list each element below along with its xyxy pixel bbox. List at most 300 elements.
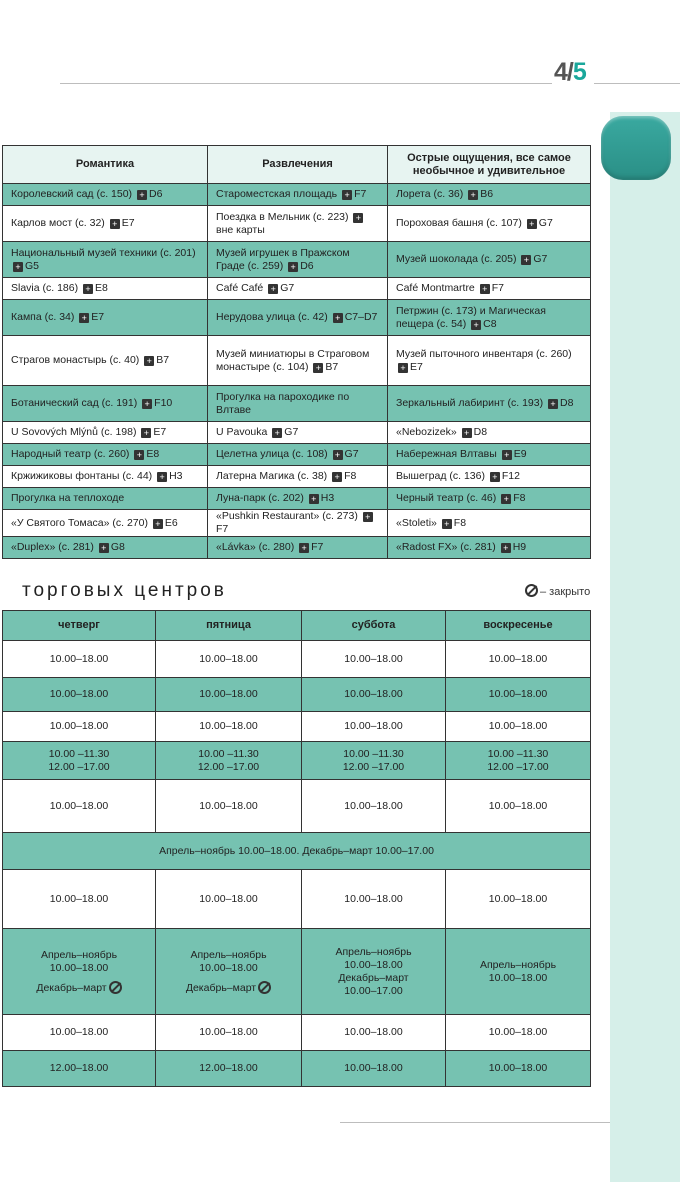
hours-line: [456, 653, 580, 666]
attraction-cell: [208, 537, 388, 559]
hours-line: [312, 946, 435, 959]
hours-line: [166, 748, 291, 761]
hours-line: [456, 972, 580, 985]
hours-cell: [446, 641, 591, 678]
attraction-name: U Sovových Mlýnů (с. 198): [11, 426, 137, 438]
header-rule: [60, 83, 552, 84]
attraction-row: [3, 466, 591, 488]
hours-cell: [302, 712, 446, 742]
map-reference: F12: [501, 470, 520, 482]
attraction-name: Набережная Влтавы: [396, 448, 497, 460]
hours-text: 10.00 –11.30: [487, 747, 549, 760]
attraction-name: Нерудова улица (с. 42): [216, 311, 328, 323]
attraction-row: [3, 510, 591, 537]
hours-cell: [3, 641, 156, 678]
attraction-row: [3, 386, 591, 422]
col-header-thursday: четверг: [3, 611, 156, 641]
hours-cell: [3, 870, 156, 929]
hours-cell: [3, 742, 156, 780]
hours-cell: [156, 742, 302, 780]
attraction-name: Поездка в Мельник (с. 223): [216, 210, 349, 223]
hours-text: 10.00–18.00: [199, 961, 258, 974]
map-grid-icon: +: [99, 543, 109, 553]
attraction-row: [3, 278, 591, 300]
hours-cell: [302, 1015, 446, 1051]
attraction-name: Национальный музей техники (с. 201): [11, 246, 196, 259]
attraction-cell: [3, 422, 208, 444]
hours-text: 10.00–18.00: [488, 688, 548, 700]
hours-line: [13, 1062, 145, 1075]
attraction-name: Зеркальный лабиринт (с. 193): [396, 397, 544, 409]
hours-line: [312, 1062, 435, 1075]
map-reference: E6: [164, 516, 178, 529]
attraction-name: Café Café: [216, 282, 264, 294]
hours-line: [13, 748, 145, 761]
attraction-name: Ботанический сад (с. 191): [11, 397, 138, 409]
hours-line: [166, 1026, 291, 1039]
map-reference: D6: [300, 259, 314, 272]
map-grid-icon: +: [141, 428, 151, 438]
attraction-cell: [208, 278, 388, 300]
hours-text: 12.00 –17.00: [342, 760, 405, 773]
hours-text: 10.00–18.00: [344, 1062, 403, 1074]
attraction-name: «Duplex» (с. 281): [11, 541, 94, 553]
map-grid-icon: +: [79, 313, 89, 323]
hours-cell: [302, 1051, 446, 1087]
map-reference: H3: [169, 470, 183, 482]
attraction-cell: [388, 444, 591, 466]
hours-line: [13, 949, 145, 962]
hours-line: [312, 688, 435, 701]
map-reference: B6: [480, 188, 494, 200]
map-reference: F7: [311, 541, 324, 553]
hours-line: [166, 800, 291, 813]
attraction-cell: [208, 386, 388, 422]
attraction-cell: [208, 206, 388, 242]
attraction-cell: [3, 206, 208, 242]
shopping-hours-table: [2, 610, 591, 1087]
attraction-name: Лорета (с. 36): [396, 188, 464, 200]
hours-text: 12.00–18.00: [49, 1062, 109, 1074]
hours-text: Апрель–ноябрь: [479, 958, 557, 971]
attraction-cell: [388, 466, 591, 488]
hours-cell: [3, 1015, 156, 1051]
hours-text: Апрель–ноябрь 10.00–18.00. Декабрь–март 10.00–17.00: [159, 844, 434, 857]
attraction-cell: [388, 510, 591, 537]
hours-text: 12.00 –17.00: [48, 760, 110, 773]
hours-row: [3, 678, 591, 712]
hours-line: [456, 1062, 580, 1075]
map-grid-icon: +: [309, 494, 319, 504]
attraction-cell: [208, 466, 388, 488]
attraction-cell: [208, 510, 388, 537]
map-grid-icon: +: [110, 219, 120, 229]
attraction-row: [3, 184, 591, 206]
attraction-cell: [3, 386, 208, 422]
attraction-name: Прогулка на пароходике по Влтаве: [216, 390, 350, 416]
hours-line: [166, 688, 291, 701]
hours-text: Апрель–ноябрь: [190, 948, 267, 961]
map-grid-icon: +: [521, 255, 531, 265]
attraction-cell: [388, 422, 591, 444]
hours-line: [166, 893, 291, 906]
hours-text: Апрель–ноябрь: [335, 945, 412, 958]
hours-text: 10.00–18.00: [344, 652, 403, 665]
hours-text: 10.00–17.00: [344, 984, 403, 997]
hours-cell: [156, 929, 302, 1015]
map-grid-icon: +: [398, 363, 408, 373]
page-total: 5: [572, 58, 586, 86]
hours-line: [13, 1026, 145, 1039]
map-reference: G7: [280, 282, 295, 294]
hours-text: 10.00 –11.30: [343, 747, 404, 760]
map-grid-icon: +: [268, 284, 278, 294]
hours-line: [166, 949, 291, 962]
chapter-tab[interactable]: [601, 116, 671, 180]
col-header-entertainment: Развлечения: [208, 146, 388, 184]
hours-cell: [446, 780, 591, 833]
attraction-cell: [388, 300, 591, 336]
hours-cell: [446, 678, 591, 712]
map-grid-icon: +: [363, 512, 373, 522]
attraction-row: [3, 444, 591, 466]
attraction-name: «Nebozizek»: [396, 426, 457, 438]
hours-text: 10.00–18.00: [49, 799, 109, 812]
map-grid-icon: +: [480, 284, 490, 294]
page-current: 4/: [554, 58, 573, 86]
attraction-cell: [3, 300, 208, 336]
attraction-cell: [3, 336, 208, 386]
attraction-cell: [208, 336, 388, 386]
hours-line: [13, 845, 580, 858]
hours-text: Декабрь–март: [36, 981, 107, 994]
attraction-cell: [208, 444, 388, 466]
hours-text: 12.00 –17.00: [487, 760, 549, 773]
hours-line: [13, 720, 145, 733]
hours-row: [3, 929, 591, 1015]
hours-cell: [156, 870, 302, 929]
hours-text: 10.00 –11.30: [198, 747, 259, 760]
hours-line: [13, 688, 145, 701]
map-reference: G7: [284, 426, 299, 438]
hours-line: [456, 688, 580, 701]
attraction-cell: [3, 466, 208, 488]
hours-text: 10.00–18.00: [199, 720, 258, 732]
map-grid-icon: +: [333, 450, 343, 460]
hours-row: [3, 742, 591, 780]
attraction-row: [3, 422, 591, 444]
hours-row: [3, 1015, 591, 1051]
map-grid-icon: +: [313, 363, 323, 373]
map-reference: E7: [91, 311, 105, 323]
map-grid-icon: +: [471, 320, 481, 330]
map-grid-icon: +: [299, 543, 309, 553]
hours-text: 10.00–18.00: [49, 652, 109, 665]
hours-cell: [302, 870, 446, 929]
hours-line: [312, 972, 435, 985]
hours-cell: [3, 833, 591, 870]
attraction-cell: [208, 300, 388, 336]
hours-cell: [446, 870, 591, 929]
hours-line: [312, 761, 435, 774]
map-reference: G7: [538, 217, 553, 229]
attraction-cell: [388, 184, 591, 206]
hours-line: [456, 800, 580, 813]
map-reference: F10: [154, 397, 173, 409]
map-reference: E8: [146, 448, 160, 460]
attraction-name: Музей миниатюры в Страговом монастыре (с. 104): [216, 347, 370, 373]
attraction-row: [3, 242, 591, 278]
map-reference: E7: [153, 426, 167, 438]
col-header-sunday: воскресенье: [446, 611, 591, 641]
hours-text: Апрель–ноябрь: [40, 948, 118, 961]
col-header-romance: Романтика: [3, 146, 208, 184]
hours-text: 10.00–18.00: [488, 652, 548, 665]
attraction-name: Королевский сад (с. 150): [11, 188, 133, 200]
map-grid-icon: +: [501, 543, 511, 553]
hours-line: [13, 800, 145, 813]
attraction-name: Музей шоколада (с. 205): [396, 253, 517, 265]
attraction-row: [3, 336, 591, 386]
hours-text: 10.00–18.00: [199, 799, 258, 812]
hours-cell: [302, 780, 446, 833]
map-reference: G8: [110, 541, 125, 553]
map-reference: H3: [320, 492, 335, 504]
closed-legend-label: – закрыто: [540, 586, 591, 598]
hours-text: 10.00–18.00: [49, 1026, 109, 1038]
attraction-cell: [3, 242, 208, 278]
hours-cell: [156, 1015, 302, 1051]
map-grid-icon: +: [144, 356, 154, 366]
map-grid-icon: +: [153, 519, 163, 529]
attraction-cell: [388, 242, 591, 278]
attractions-table: [2, 145, 591, 559]
map-reference: F7: [354, 188, 367, 200]
map-reference: G7: [533, 253, 548, 265]
map-grid-icon: +: [502, 450, 512, 460]
hours-line: [312, 893, 435, 906]
map-reference: C7–D7: [344, 311, 378, 323]
map-reference: F8: [513, 492, 526, 504]
map-reference: F8: [344, 470, 357, 482]
attraction-name: «Stoleti»: [396, 516, 437, 529]
attraction-name: Народный театр (с. 260): [11, 448, 130, 460]
attraction-cell: [208, 242, 388, 278]
side-strip: [610, 112, 680, 1182]
hours-text: 10.00–18.00: [49, 688, 109, 700]
map-reference: F7: [216, 523, 229, 535]
map-grid-icon: +: [490, 472, 500, 482]
hours-line: [13, 653, 145, 666]
attraction-cell: [3, 510, 208, 537]
closed-icon: [525, 584, 538, 597]
closed-icon: [258, 981, 271, 994]
hours-text: 10.00–18.00: [488, 971, 548, 984]
map-reference: D8: [560, 397, 574, 409]
hours-row: [3, 712, 591, 742]
map-grid-icon: +: [527, 219, 537, 229]
col-header-saturday: суббота: [302, 611, 446, 641]
attraction-name: U Pavouka: [216, 426, 268, 438]
map-reference: B7: [325, 360, 339, 373]
hours-line: [166, 962, 291, 975]
attraction-cell: [3, 278, 208, 300]
attraction-cell: [3, 537, 208, 559]
hours-text: 12.00 –17.00: [197, 760, 260, 773]
attraction-name: Café Montmartre: [396, 282, 475, 294]
map-reference: H9: [512, 541, 527, 553]
hours-text: 10.00–18.00: [49, 961, 109, 974]
hours-cell: [3, 678, 156, 712]
hours-cell: [302, 929, 446, 1015]
hours-line: [312, 985, 435, 998]
map-grid-icon: +: [333, 313, 343, 323]
hours-text: 10.00–18.00: [199, 652, 258, 665]
hours-cell: [446, 742, 591, 780]
hours-line: [166, 761, 291, 774]
hours-line: [13, 981, 145, 995]
attraction-row: [3, 537, 591, 559]
attraction-cell: [3, 444, 208, 466]
page-number: [554, 58, 586, 87]
hours-cell: [156, 641, 302, 678]
hours-cell: [302, 742, 446, 780]
attraction-name: Пороховая башня (с. 107): [396, 217, 522, 229]
map-reference: G7: [344, 448, 359, 460]
hours-text: 10.00–18.00: [344, 958, 403, 971]
attraction-row: [3, 206, 591, 242]
map-grid-icon: +: [288, 262, 298, 272]
hours-row: [3, 780, 591, 833]
hours-line: [456, 720, 580, 733]
map-reference: F7: [491, 282, 504, 294]
hours-text: Декабрь–март: [185, 981, 257, 994]
map-reference: E7: [121, 217, 135, 229]
hours-line: [13, 962, 145, 975]
attraction-row: [3, 488, 591, 510]
attraction-name: Черный театр (с. 46): [396, 492, 497, 504]
attraction-name: Музей пыточного инвентаря (с. 260): [396, 347, 572, 360]
attraction-name: Страгов монастырь (с. 40): [11, 354, 140, 366]
map-reference: E8: [95, 282, 108, 294]
map-grid-icon: +: [501, 494, 511, 504]
hours-line: [312, 959, 435, 972]
attraction-cell: [388, 336, 591, 386]
map-grid-icon: +: [142, 399, 152, 409]
hours-cell: [156, 678, 302, 712]
map-reference: F8: [453, 516, 467, 529]
map-reference: B7: [156, 354, 170, 366]
hours-row: [3, 870, 591, 929]
attraction-name: «У Святого Томаса» (с. 270): [11, 516, 148, 529]
hours-line: [312, 720, 435, 733]
map-grid-icon: +: [353, 213, 363, 223]
hours-cell: [302, 641, 446, 678]
hours-line: [166, 981, 291, 995]
attraction-name: Карлов мост (с. 32): [11, 217, 105, 229]
hours-text: 10.00–18.00: [199, 892, 258, 905]
hours-text: 10.00–18.00: [199, 1026, 258, 1038]
attraction-name: Кампа (с. 34): [11, 311, 75, 323]
map-grid-icon: +: [468, 190, 478, 200]
hours-line: [13, 761, 145, 774]
hours-text: 10.00–18.00: [344, 720, 403, 732]
hours-line: [456, 959, 580, 972]
attraction-name: Slavia (с. 186): [11, 282, 79, 294]
attraction-name: Целетна улица (с. 108): [216, 448, 328, 460]
hours-text: 10.00–18.00: [344, 1026, 403, 1038]
map-grid-icon: +: [332, 472, 342, 482]
col-header-thrills: Острые ощущения, все самое необычное и удивительное: [388, 146, 591, 184]
map-grid-icon: +: [442, 519, 452, 529]
map-reference: C8: [483, 317, 497, 330]
hours-text: 10.00–18.00: [49, 720, 109, 732]
hours-cell: [156, 780, 302, 833]
hours-cell: [3, 780, 156, 833]
hours-text: 10.00–18.00: [488, 1062, 548, 1074]
map-grid-icon: +: [13, 262, 23, 272]
attraction-cell: [388, 488, 591, 510]
attraction-cell: [388, 386, 591, 422]
hours-cell: [446, 1015, 591, 1051]
hours-cell: [3, 712, 156, 742]
closed-icon: [109, 981, 122, 994]
attraction-name: Луна-парк (с. 202): [216, 492, 304, 504]
col-header-friday: пятница: [156, 611, 302, 641]
hours-line: [166, 1062, 291, 1075]
map-reference: E7: [410, 360, 423, 373]
footer-rule: [340, 1122, 610, 1123]
hours-line: [312, 1026, 435, 1039]
hours-text: Декабрь–март: [338, 971, 409, 984]
hours-line: [166, 653, 291, 666]
hours-row: [3, 833, 591, 870]
attraction-cell: [208, 422, 388, 444]
hours-text: 10.00–18.00: [488, 892, 548, 905]
hours-text: 10.00–18.00: [488, 799, 548, 812]
hours-line: [456, 748, 580, 761]
hours-line: [456, 1026, 580, 1039]
hours-row: [3, 1051, 591, 1087]
hours-line: [456, 761, 580, 774]
attraction-row: [3, 300, 591, 336]
hours-line: [312, 800, 435, 813]
hours-row: [3, 641, 591, 678]
closed-legend: [523, 584, 590, 598]
hours-text: 10.00–18.00: [344, 892, 403, 905]
hours-cell: [156, 712, 302, 742]
attraction-name: «Radost FX» (с. 281): [396, 541, 496, 553]
hours-line: [166, 720, 291, 733]
map-grid-icon: +: [342, 190, 352, 200]
map-grid-icon: +: [548, 399, 558, 409]
hours-cell: [3, 929, 156, 1015]
hours-text: 12.00–18.00: [199, 1062, 258, 1074]
hours-cell: [156, 1051, 302, 1087]
map-reference: D6: [148, 188, 163, 200]
attraction-name: Музей игрушек в Пражском Граде (с. 259): [216, 246, 350, 272]
attraction-name: Староместская площадь: [216, 188, 338, 200]
hours-text: 10.00 –11.30: [48, 747, 110, 760]
map-grid-icon: +: [157, 472, 167, 482]
hours-line: [13, 893, 145, 906]
hours-cell: [302, 678, 446, 712]
attraction-cell: [388, 537, 591, 559]
hours-text: 10.00–18.00: [344, 688, 403, 700]
attraction-name: Латерна Магика (с. 38): [216, 470, 328, 482]
attraction-cell: [388, 278, 591, 300]
map-grid-icon: +: [137, 190, 147, 200]
